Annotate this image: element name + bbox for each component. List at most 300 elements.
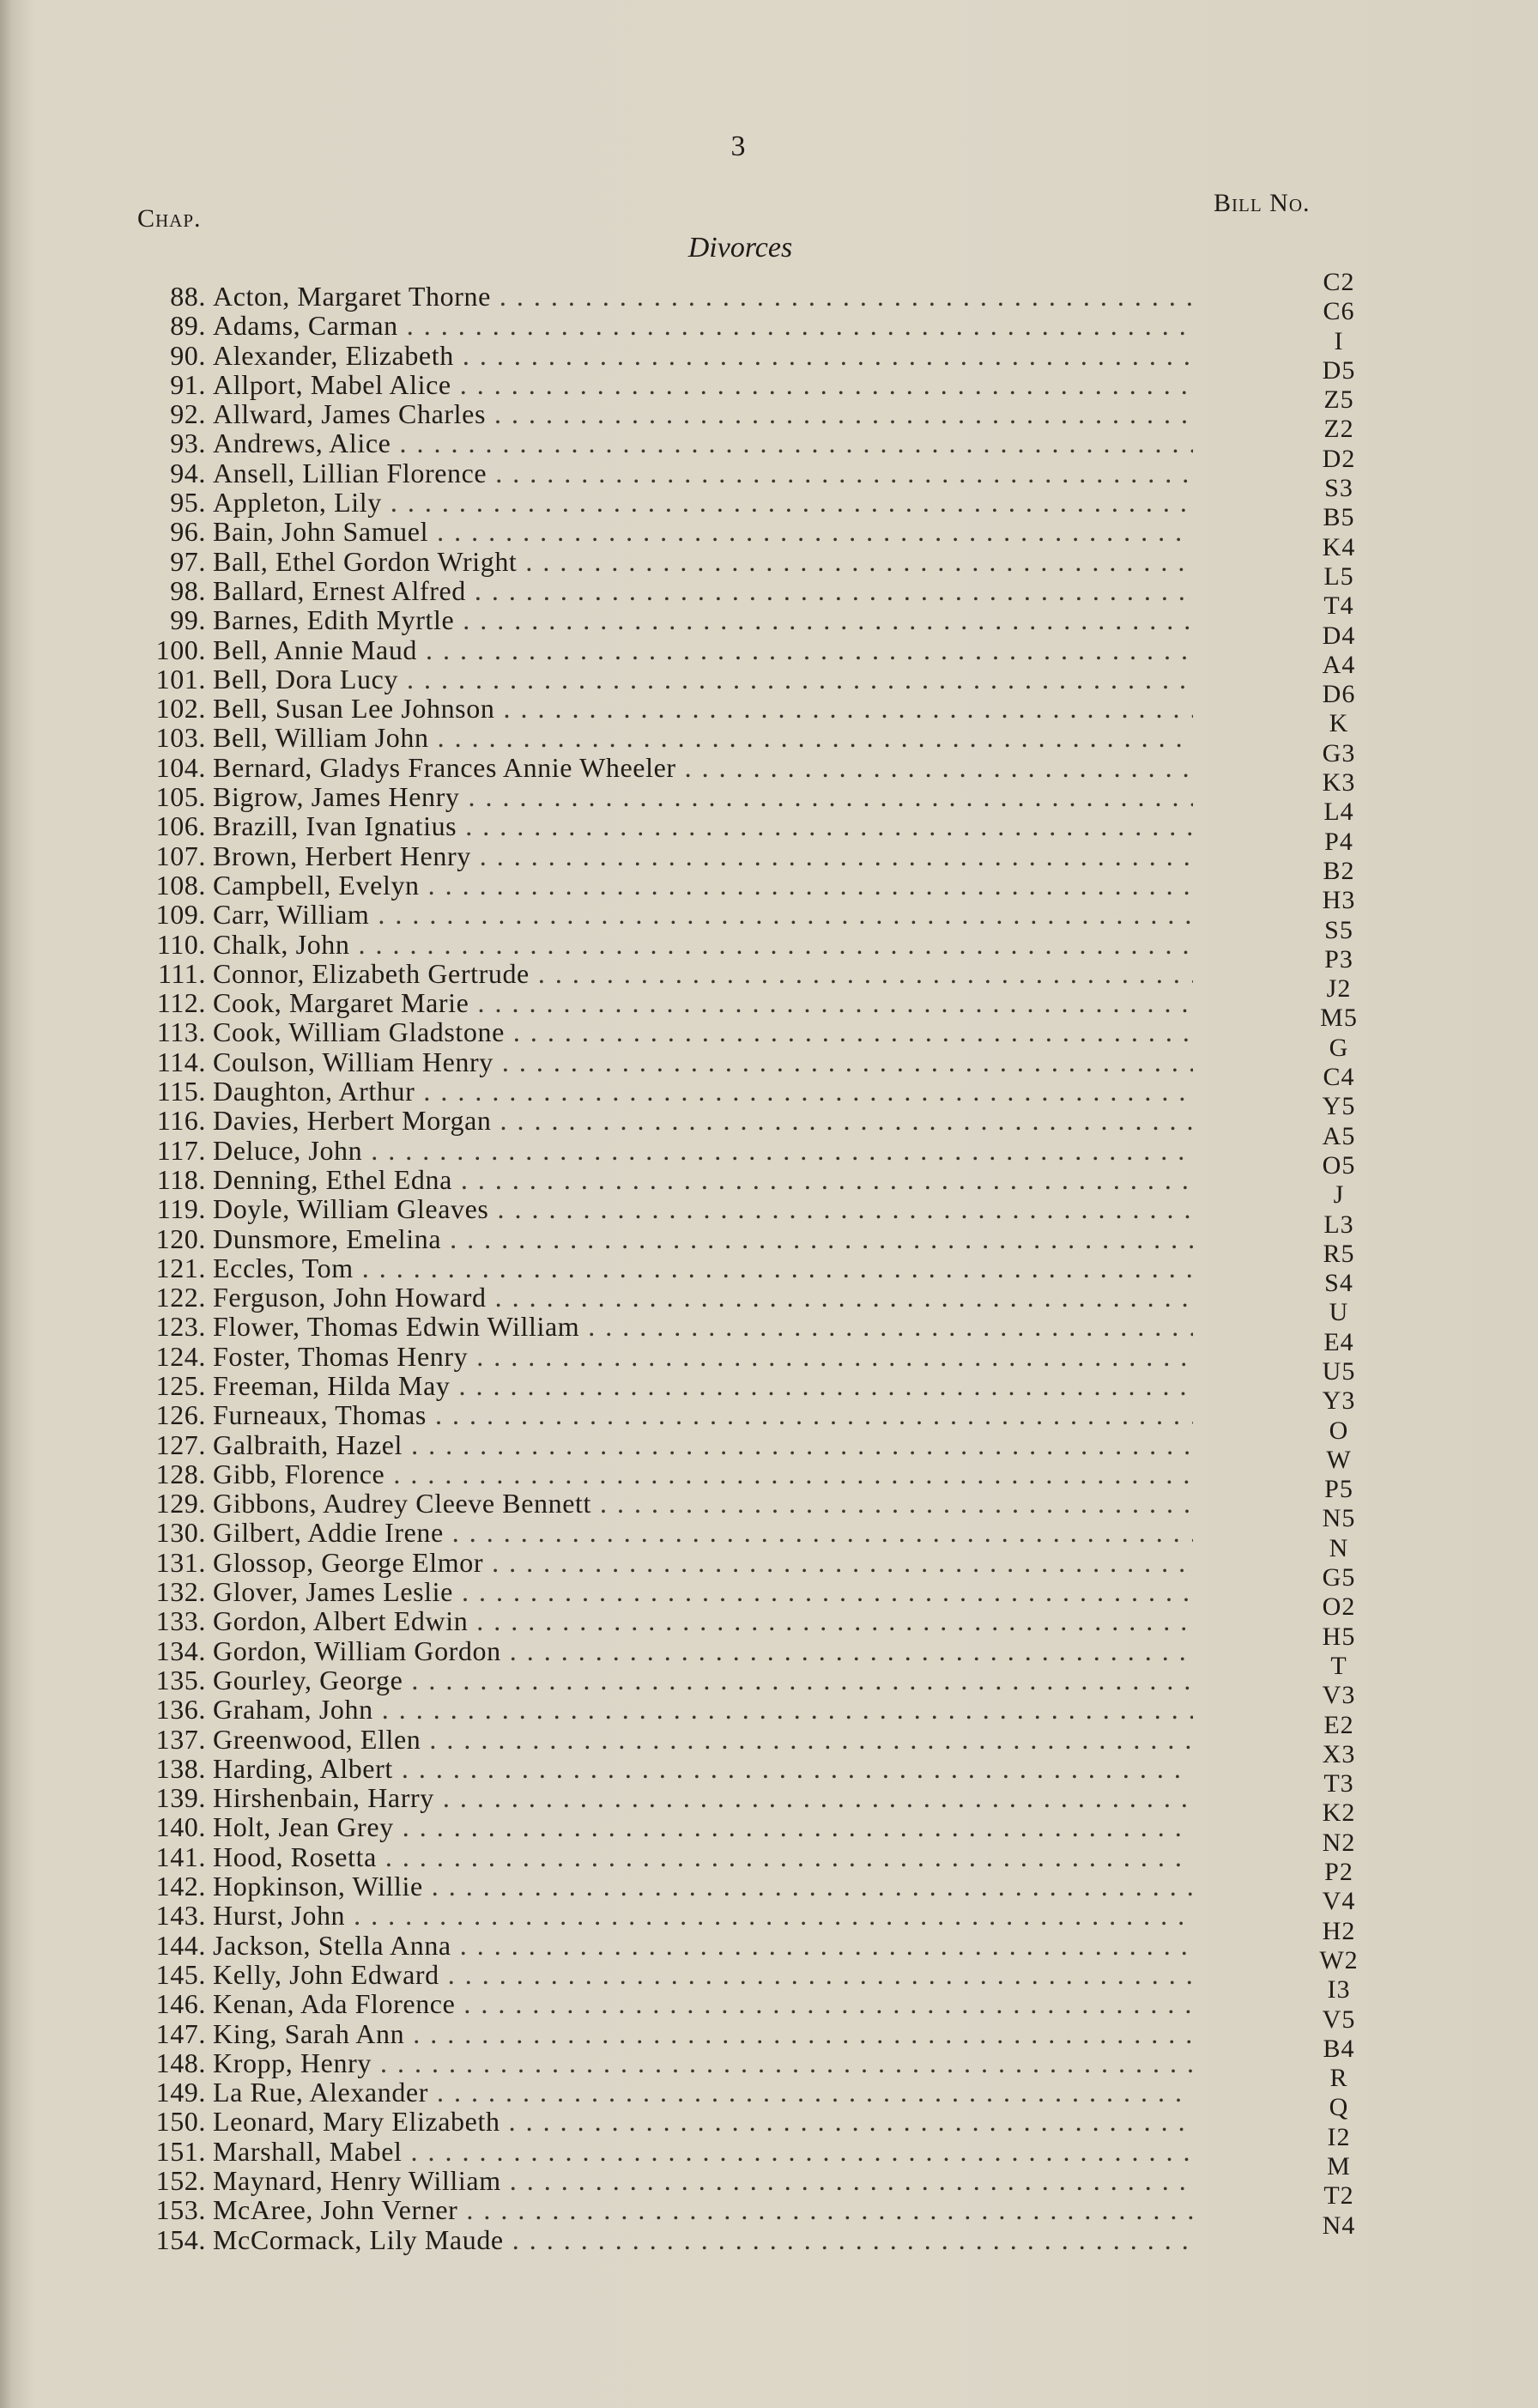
chapter-number: 124. [155,1340,206,1372]
divorce-name: Campbell, Evelyn [213,869,420,901]
bill-no-column-header: Bill No. [1214,189,1311,217]
chap-column-header: Chap. [137,204,202,233]
chapter-number: 117. [156,1134,206,1166]
chapter-number: 125. [155,1369,206,1401]
list-item [129,2137,1193,2166]
chapter-number: 123. [155,1311,206,1343]
list-item [129,811,1193,840]
bill-number: B5 [1323,503,1355,532]
list-item [129,782,1193,811]
list-item [129,753,1193,782]
dot-leader [476,1342,1193,1371]
dot-leader [423,1077,1193,1106]
list-item [129,1400,1193,1429]
dot-leader [465,811,1193,840]
list-item [129,1371,1193,1400]
dot-leader [428,870,1193,900]
dot-leader [450,1224,1193,1253]
chapter-number: 120. [155,1222,206,1254]
chapter-number: 142. [155,1871,206,1902]
dot-leader [448,1960,1193,1989]
dot-leader [393,1459,1193,1489]
chapter-number: 132. [155,1576,206,1608]
bill-number: C4 [1323,1063,1355,1092]
chapter-number: 88. [170,281,206,312]
dot-leader [391,488,1193,517]
chapter-number: 131. [155,1546,206,1578]
chapter-number: 129. [155,1488,206,1519]
bill-number: O [1329,1416,1349,1445]
list-item [129,2048,1193,2077]
list-item [129,959,1193,988]
bill-number: K3 [1322,768,1356,798]
dot-leader [510,2166,1193,2195]
bill-number: I3 [1327,1975,1351,2005]
chapter-number: 104. [155,751,206,783]
divorce-name: Doyle, William Gleaves [213,1193,489,1225]
bill-number: V3 [1322,1681,1356,1710]
dot-leader [492,1548,1193,1577]
chapter-number: 105. [155,781,206,813]
list-item [129,1548,1193,1577]
list-item [129,605,1193,634]
bill-number: V4 [1322,1887,1356,1916]
list-item [129,428,1193,458]
dot-leader [510,1636,1193,1665]
bill-number: K4 [1322,532,1356,561]
bill-number: V5 [1322,2005,1356,2034]
divorce-name: Glover, James Leslie [213,1576,453,1608]
divorce-name: Bell, William John [213,722,429,754]
bill-number: N [1329,1533,1349,1562]
divorce-name: Brazill, Ivan Ignatius [213,810,457,842]
bill-number: I [1334,326,1344,355]
dot-leader [452,1518,1193,1547]
divorce-name: Davies, Herbert Morgan [213,1105,492,1137]
chapter-number: 97. [170,545,206,577]
divorce-name: Gibb, Florence [213,1458,385,1489]
list-item [129,1725,1193,1754]
bill-number: W [1326,1445,1352,1474]
chapter-number: 143. [155,1900,206,1932]
divorce-name: Daughton, Arthur [213,1076,415,1107]
list-item [129,1695,1193,1724]
divorce-name: Coulson, William Henry [213,1046,493,1077]
bill-number-column [1292,268,1386,2241]
list-item [129,1312,1193,1341]
chapter-number: 116. [156,1105,206,1137]
dot-leader [459,1371,1193,1400]
bill-number: P5 [1324,1475,1353,1504]
divorce-name: McCormack, Lily Maude [213,2223,504,2255]
list-item [129,1989,1193,2018]
list-item [129,694,1193,723]
list-item [129,930,1193,959]
divorce-name: Bell, Annie Maud [213,634,418,665]
dot-leader [494,399,1193,428]
list-item [129,841,1193,870]
divorce-name: Kropp, Henry [213,2047,372,2078]
list-item [129,2225,1193,2254]
dot-leader [385,1842,1193,1871]
bill-number: U5 [1322,1356,1356,1386]
list-item [129,1165,1193,1194]
divorce-name: Allward, James Charles [213,398,487,430]
chapter-number: 144. [155,1929,206,1961]
dot-leader [500,282,1193,311]
list-item [129,1518,1193,1547]
chapter-number: 103. [155,722,206,754]
dot-leader [407,311,1193,340]
divorce-name: Chalk, John [213,928,350,960]
dot-leader [480,841,1193,870]
dot-leader [538,959,1193,988]
list-item [129,1017,1193,1046]
bill-number: X3 [1322,1739,1356,1768]
list-item [129,2107,1193,2136]
bill-number: G [1329,1033,1349,1062]
divorce-name: Deluce, John [213,1134,363,1166]
bill-number: S5 [1324,915,1353,944]
dot-leader [466,2195,1193,2224]
chapter-number: 128. [155,1458,206,1489]
list-item [129,900,1193,929]
bill-number: R5 [1323,1239,1355,1268]
divorce-name: Gibbons, Audrey Cleeve Bennett [213,1488,592,1519]
dot-leader [411,2137,1194,2166]
chapter-number: 139. [155,1782,206,1814]
list-item [129,988,1193,1017]
divorce-name: Hurst, John [213,1900,346,1932]
dot-leader [426,635,1193,664]
bill-number: P3 [1324,944,1353,974]
bill-number: G3 [1322,738,1356,767]
bill-number: D6 [1322,680,1356,709]
list-item [129,1812,1193,1841]
divorce-name: Glossop, George Elmor [213,1546,484,1578]
list-item [129,1430,1193,1459]
dot-leader [411,1430,1193,1459]
chapter-number: 114. [156,1046,206,1077]
chapter-number: 115. [156,1076,206,1107]
chapter-number: 93. [170,428,206,459]
divorce-name: Andrews, Alice [213,428,391,459]
bill-number: K [1329,709,1349,738]
dot-leader [407,664,1193,694]
list-item [129,1489,1193,1518]
divorce-name: Adams, Carman [213,310,398,342]
divorce-name: Hood, Rosetta [213,1841,377,1872]
divorce-name: Ballard, Ernest Alfred [213,574,466,606]
dot-leader [502,1047,1193,1077]
bill-number: L4 [1323,798,1354,827]
list-item [129,370,1193,399]
divorce-name: Holt, Jean Grey [213,1811,394,1843]
section-title: Divorces [687,232,793,264]
chapter-number: 107. [155,840,206,871]
divorce-name: McAree, John Verner [213,2194,458,2226]
dot-leader [371,1136,1193,1165]
bill-number: D2 [1322,444,1356,473]
chapter-number: 136. [155,1694,206,1726]
dot-leader [495,1283,1193,1312]
bill-number: I2 [1327,2122,1351,2151]
chapter-number: 110. [156,928,206,960]
chapter-number: 130. [155,1517,206,1549]
divorce-name: Brown, Herbert Henry [213,840,471,871]
list-item [129,1194,1193,1223]
dot-leader [402,1754,1193,1783]
list-item [129,1783,1193,1812]
list-item [129,1665,1193,1695]
chapter-number: 148. [155,2047,206,2078]
dot-leader [382,1695,1193,1724]
divorce-name: Hirshenbain, Harry [213,1782,434,1814]
chapter-number: 152. [155,2165,206,2196]
bill-number: B2 [1323,856,1355,885]
divorce-name: Acton, Margaret Thorne [213,281,491,312]
list-item [129,1901,1193,1930]
divorce-name: Marshall, Mabel [213,2135,403,2167]
dot-leader [460,1931,1193,1960]
chapter-number: 99. [170,604,206,636]
list-item [129,1931,1193,1960]
divorce-name: Kelly, John Edward [213,1958,439,1990]
divorce-name: Jackson, Stella Anna [213,1929,451,1961]
chapter-number: 134. [155,1635,206,1666]
list-item [129,1136,1193,1165]
list-item [129,2195,1193,2224]
list-item [129,1283,1193,1312]
bill-number: E2 [1323,1710,1354,1739]
dot-leader [495,458,1193,488]
bill-number: T [1330,1651,1347,1680]
divorce-name: Foster, Thomas Henry [213,1340,469,1372]
list-item [129,1960,1193,1989]
divorce-name: Harding, Albert [213,1752,393,1784]
dot-leader [399,428,1193,458]
chapter-number: 153. [155,2194,206,2226]
chapter-number: 108. [155,869,206,901]
chapter-number: 145. [155,1958,206,1990]
dot-leader [463,605,1193,634]
bill-number: T3 [1323,1769,1354,1798]
chapter-number: 119. [156,1193,206,1225]
list-item [129,635,1193,664]
divorce-name: Connor, Elizabeth Gertrude [213,957,530,989]
bill-number: U [1329,1298,1349,1327]
divorce-name: Bell, Susan Lee Johnson [213,693,495,725]
dot-leader [437,517,1193,546]
chapter-number: 150. [155,2106,206,2138]
bill-number: M5 [1320,1004,1358,1033]
page-number: 3 [730,130,746,162]
bill-number: Y3 [1322,1386,1356,1416]
chapter-number: 121. [155,1252,206,1283]
list-item [129,517,1193,546]
divorce-name: Cook, William Gladstone [213,1016,505,1048]
divorce-name: La Rue, Alexander [213,2077,428,2108]
bill-number: D5 [1322,355,1356,385]
divorce-name: Leonard, Mary Elizabeth [213,2106,500,2138]
chapter-number: 135. [155,1664,206,1695]
list-item [129,1636,1193,1665]
bill-number: J [1333,1180,1345,1210]
bill-number: H2 [1322,1916,1356,1945]
chapter-number: 127. [155,1428,206,1460]
divorce-name: Gourley, George [213,1664,403,1695]
dot-leader [411,1665,1193,1695]
divorce-name: Cook, Margaret Marie [213,987,469,1019]
divorce-name: Denning, Ethel Edna [213,1163,452,1195]
chapter-number: 149. [155,2077,206,2108]
divorce-name: Bigrow, James Henry [213,781,460,813]
bill-number: L3 [1323,1210,1354,1239]
bill-number: N4 [1322,2211,1356,2240]
dot-leader [463,1989,1193,2018]
bill-number: W2 [1319,1945,1359,1974]
bill-number: S3 [1324,474,1353,503]
chapter-number: 89. [170,310,206,342]
list-item [129,1253,1193,1283]
list-item [129,488,1193,517]
bill-number: D4 [1322,621,1356,650]
list-item [129,1754,1193,1783]
list-item [129,282,1193,311]
bill-number: C2 [1323,268,1355,296]
dot-leader [461,1165,1193,1194]
chapter-number: 146. [155,1988,206,2020]
divorce-name: King, Sarah Ann [213,2017,405,2049]
divorce-name: Bain, John Samuel [213,516,429,548]
chapter-number: 109. [155,899,206,931]
list-item [129,1606,1193,1635]
bill-number: K2 [1322,1798,1356,1828]
dot-leader [403,1812,1193,1841]
chapter-number: 151. [155,2135,206,2167]
bill-number: Z5 [1323,385,1354,415]
dot-leader [476,1606,1193,1635]
bill-number: N5 [1322,1504,1356,1533]
divorce-name: Carr, William [213,899,370,931]
dot-leader [359,930,1194,959]
divorce-name: Bell, Dora Lucy [213,663,399,694]
bill-number: M [1327,2152,1351,2181]
divorce-name: Flower, Thomas Edwin William [213,1311,580,1343]
bill-number: O2 [1322,1592,1356,1622]
dot-leader [469,782,1194,811]
chapter-number: 122. [155,1282,206,1313]
list-item [129,1842,1193,1871]
list-item [129,1459,1193,1489]
divorce-name: Ball, Ethel Gordon Wright [213,545,518,577]
bill-number: G5 [1322,1563,1356,1592]
chapter-number: 113. [156,1016,206,1048]
chapter-number: 140. [155,1811,206,1843]
chapter-number: 133. [155,1605,206,1637]
list-item [129,547,1193,576]
dot-leader [462,1577,1193,1606]
divorce-name: Furneaux, Thomas [213,1399,427,1431]
list-item [129,1047,1193,1077]
divorce-name: Bernard, Gladys Frances Annie Wheeler [213,751,676,783]
bill-number: A5 [1322,1121,1356,1150]
bill-number: P4 [1324,827,1353,856]
dot-leader [432,1871,1193,1901]
divorce-name: Gordon, William Gordon [213,1635,501,1666]
chapter-number: 92. [170,398,206,430]
divorce-name: Barnes, Edith Myrtle [213,604,455,636]
divorce-name: Ferguson, John Howard [213,1282,487,1313]
chapter-number: 101. [155,663,206,694]
divorce-name: Kenan, Ada Florence [213,1988,456,2020]
bill-number: J2 [1326,974,1352,1004]
chapter-number: 98. [170,574,206,606]
bill-number: B4 [1323,2034,1355,2063]
bill-number: N2 [1322,1828,1356,1857]
bill-number: A4 [1322,650,1356,679]
list-item [129,1077,1193,1106]
bill-number: P2 [1324,1858,1353,1887]
list-item [129,1342,1193,1371]
bill-number: T4 [1323,591,1354,621]
chapter-number: 90. [170,339,206,371]
chapter-number: 118. [156,1163,206,1195]
chapter-number: 138. [155,1752,206,1784]
dot-leader [500,1106,1193,1135]
bill-number: E4 [1323,1327,1354,1356]
list-item [129,664,1193,694]
dot-leader [362,1253,1193,1283]
list-item [129,399,1193,428]
dot-leader [512,2225,1193,2254]
dot-leader [354,1901,1193,1930]
chapter-number: 102. [155,693,206,725]
list-item [129,2166,1193,2195]
list-item [129,2077,1193,2107]
chapter-number: 91. [170,368,206,400]
dot-leader [525,547,1193,576]
list-item [129,458,1193,488]
list-item [129,311,1193,340]
dot-leader [463,341,1193,370]
list-item [129,1577,1193,1606]
bill-number: O5 [1322,1150,1356,1180]
chapter-number: 141. [155,1841,206,1872]
chapter-number: 95. [170,487,206,519]
bill-number: H5 [1322,1622,1356,1651]
divorce-name: Appleton, Lily [213,487,382,519]
dot-leader [413,2019,1193,2048]
dot-leader [460,370,1193,399]
divorce-name: Greenwood, Ellen [213,1723,421,1755]
chapter-number: 111. [157,957,206,989]
bill-number: L5 [1323,561,1354,591]
list-item [129,2019,1193,2048]
bill-number: S4 [1324,1269,1353,1298]
divorce-name: Alexander, Elizabeth [213,339,454,371]
bill-number: H3 [1322,886,1356,915]
divorce-name: Gordon, Albert Edwin [213,1605,469,1637]
dot-leader [503,694,1193,723]
divorce-name: Galbraith, Hazel [213,1428,403,1460]
divorce-name: Freeman, Hilda May [213,1369,451,1401]
dot-leader [477,988,1193,1017]
divorce-name: Graham, John [213,1694,373,1726]
dot-leader [509,2107,1193,2136]
chapter-number: 94. [170,457,206,488]
list-item [129,1106,1193,1135]
